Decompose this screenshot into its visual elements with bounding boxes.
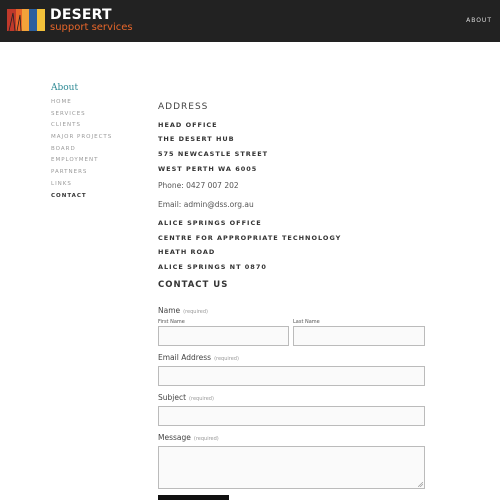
sidebar-item-employment[interactable]: EMPLOYMENT (51, 157, 99, 164)
email-label-text: Email Address (158, 353, 212, 362)
last-name-field[interactable] (293, 326, 425, 346)
required-marker: (required) (214, 356, 239, 362)
alice-office-label: ALICE SPRINGS OFFICE (158, 219, 262, 227)
brand-subtitle: support services (50, 22, 133, 33)
brand-name: DESERT (50, 7, 112, 23)
alice-office-city: ALICE SPRINGS NT 0870 (158, 263, 267, 271)
alice-office-building: CENTRE FOR APPROPRIATE TECHNOLOGY (158, 234, 342, 242)
head-office-street: 575 NEWCASTLE STREET (158, 150, 269, 158)
subject-label-text: Subject (158, 393, 187, 402)
name-label-text: Name (158, 306, 181, 315)
last-name-label: Last Name (293, 319, 320, 325)
subject-label (158, 393, 214, 402)
sidebar-item-home[interactable]: HOME (51, 99, 72, 105)
head-office-label: HEAD OFFICE (158, 121, 218, 129)
first-name-label: First Name (158, 319, 185, 325)
head-office-city: WEST PERTH WA 6005 (158, 165, 258, 173)
email-label (158, 353, 239, 362)
sidebar-item-board[interactable]: BOARD (51, 145, 76, 152)
name-label (158, 306, 208, 315)
top-bar (0, 0, 500, 42)
desert-logo[interactable] (7, 9, 45, 31)
message-textarea[interactable] (158, 446, 425, 489)
sidebar-item-services[interactable]: SERVICES (51, 110, 86, 117)
sidebar-item-major-projects[interactable]: MAJOR PROJECTS (51, 134, 113, 141)
sidebar-nav (51, 98, 112, 203)
sidebar-item-links[interactable]: LINKS (51, 180, 72, 187)
first-name-field[interactable] (158, 326, 289, 346)
address-heading: ADDRESS (158, 102, 209, 112)
email-text[interactable]: Email: admin@dss.org.au (158, 200, 254, 209)
required-marker: (required) (183, 309, 208, 315)
email-field[interactable] (158, 366, 425, 386)
sidebar-item-partners[interactable]: PARTNERS (51, 169, 88, 176)
phone-text: Phone: 0427 007 202 (158, 181, 239, 190)
sidebar-title: About (51, 83, 79, 93)
resize-handle-icon[interactable] (418, 482, 423, 487)
message-label (158, 433, 219, 442)
nav-about-link[interactable]: ABOUT (466, 17, 492, 24)
alice-office-street: HEATH ROAD (158, 248, 216, 256)
contact-heading: CONTACT US (158, 280, 229, 290)
required-marker: (required) (193, 436, 219, 442)
message-label-text: Message (158, 433, 191, 442)
brand[interactable] (50, 8, 133, 33)
sidebar-item-contact[interactable]: CONTACT (51, 192, 87, 199)
head-office-building: THE DESERT HUB (158, 135, 235, 143)
required-marker: (required) (189, 396, 214, 402)
subject-field[interactable] (158, 406, 425, 426)
sidebar-item-clients[interactable]: CLIENTS (51, 122, 81, 129)
submit-button[interactable] (158, 495, 229, 500)
